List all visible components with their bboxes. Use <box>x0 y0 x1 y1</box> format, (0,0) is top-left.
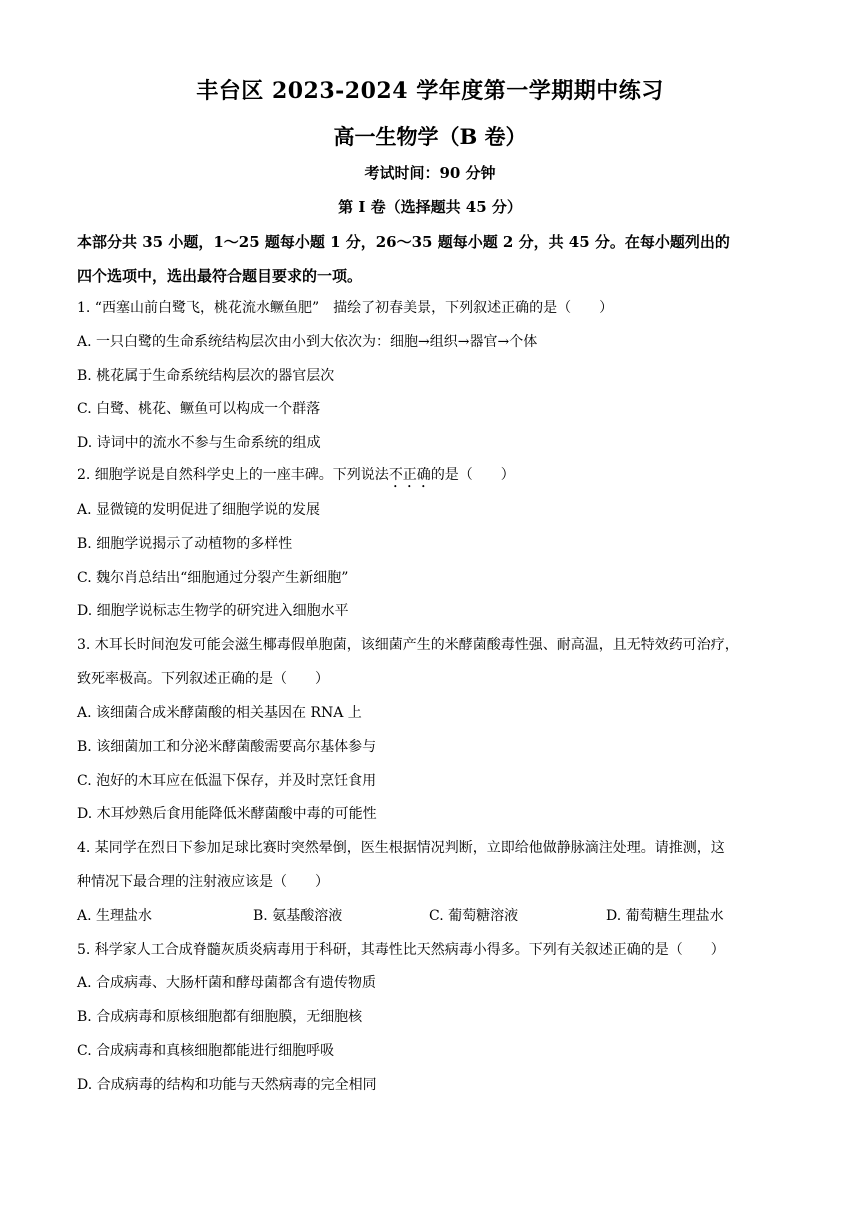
question-1-stem: 1. “西塞山前白鹭飞，桃花流水鳜鱼肥” 描绘了初春美景，下列叙述正确的是（ ） <box>77 300 614 316</box>
question-1-option-a: A. 一只白鹭的生命系统结构层次由小到大依次为：细胞→组织→器官→个体 <box>77 334 538 350</box>
question-4-stem-line-2: 种情况下最合理的注射液应该是（ ） <box>77 874 329 890</box>
instructions-line-1: 本部分共 35 小题，1～25 题每小题 1 分，26～35 题每小题 2 分，共 45 分。在每小题列出的 <box>77 233 730 251</box>
question-1-option-d: D. 诗词中的流水不参与生命系统的组成 <box>77 435 321 451</box>
question-3-stem-line-2: 致死率极高。下列叙述正确的是（ ） <box>77 671 329 687</box>
question-5-option-b: B. 合成病毒和原核细胞都有细胞膜，无细胞核 <box>77 1009 363 1025</box>
question-2-option-a: A. 显微镜的发明促进了细胞学说的发展 <box>77 502 321 518</box>
question-5-stem: 5. 科学家人工合成脊髓灰质炎病毒用于科研，其毒性比天然病毒小得多。下列有关叙述正确的是（ ） <box>77 942 725 958</box>
question-3-option-c: C. 泡好的木耳应在低温下保存，并及时烹饪食用 <box>77 773 377 789</box>
exam-duration: 考试时间：90 分钟 <box>364 164 496 182</box>
question-2-option-d: D. 细胞学说标志生物学的研究进入细胞水平 <box>77 603 349 619</box>
question-2-option-b: B. 细胞学说揭示了动植物的多样性 <box>77 536 293 552</box>
question-1-option-c: C. 白鹭、桃花、鳜鱼可以构成一个群落 <box>77 401 321 417</box>
exam-title: 丰台区 2023-2024 学年度第一学期期中练习 <box>196 78 664 104</box>
question-3-stem-line-1: 3. 木耳长时间泡发可能会滋生椰毒假单胞菌，该细菌产生的米酵菌酸毒性强、耐高温，且无特效药可治疗， <box>77 637 739 653</box>
question-4-options <box>77 906 792 926</box>
question-2-emphasis: 不正确 <box>388 467 431 483</box>
section-heading: 第 I 卷（选择题共 45 分） <box>338 198 522 216</box>
question-5-option-c: C. 合成病毒和真核细胞都能进行细胞呼吸 <box>77 1043 335 1059</box>
question-4-option-c: C. 葡萄糖溶液 <box>429 908 519 924</box>
question-3-option-b: B. 该细菌加工和分泌米酵菌酸需要高尔基体参与 <box>77 739 377 755</box>
question-5-option-d: D. 合成病毒的结构和功能与天然病毒的完全相同 <box>77 1077 377 1093</box>
question-4-option-b: B. 氨基酸溶液 <box>253 908 343 924</box>
question-2-stem <box>77 465 792 491</box>
question-4-option-a: A. 生理盐水 <box>77 908 153 924</box>
question-2-stem-start: 2. 细胞学说是自然科学史上的一座丰碑。下列说法 <box>77 467 389 483</box>
exam-subtitle: 高一生物学（B 卷） <box>333 124 527 149</box>
question-2-option-c: C. 魏尔肖总结出“细胞通过分裂产生新细胞” <box>77 570 349 586</box>
question-4-option-d: D. 葡萄糖生理盐水 <box>606 908 724 924</box>
instructions-line-2: 四个选项中，选出最符合题目要求的一项。 <box>77 267 363 285</box>
question-4-stem-line-1: 4. 某同学在烈日下参加足球比赛时突然晕倒，医生根据情况判断，立即给他做静脉滴注处理。请推测，这 <box>77 840 725 856</box>
question-2-stem-end: 的是（ ） <box>430 467 515 483</box>
question-1-option-b: B. 桃花属于生命系统结构层次的器官层次 <box>77 368 335 384</box>
question-3-option-d: D. 木耳炒熟后食用能降低米酵菌酸中毒的可能性 <box>77 806 377 822</box>
question-3-option-a: A. 该细菌合成米酵菌酸的相关基因在 RNA 上 <box>77 705 362 721</box>
question-5-option-a: A. 合成病毒、大肠杆菌和酵母菌都含有遗传物质 <box>77 975 377 991</box>
